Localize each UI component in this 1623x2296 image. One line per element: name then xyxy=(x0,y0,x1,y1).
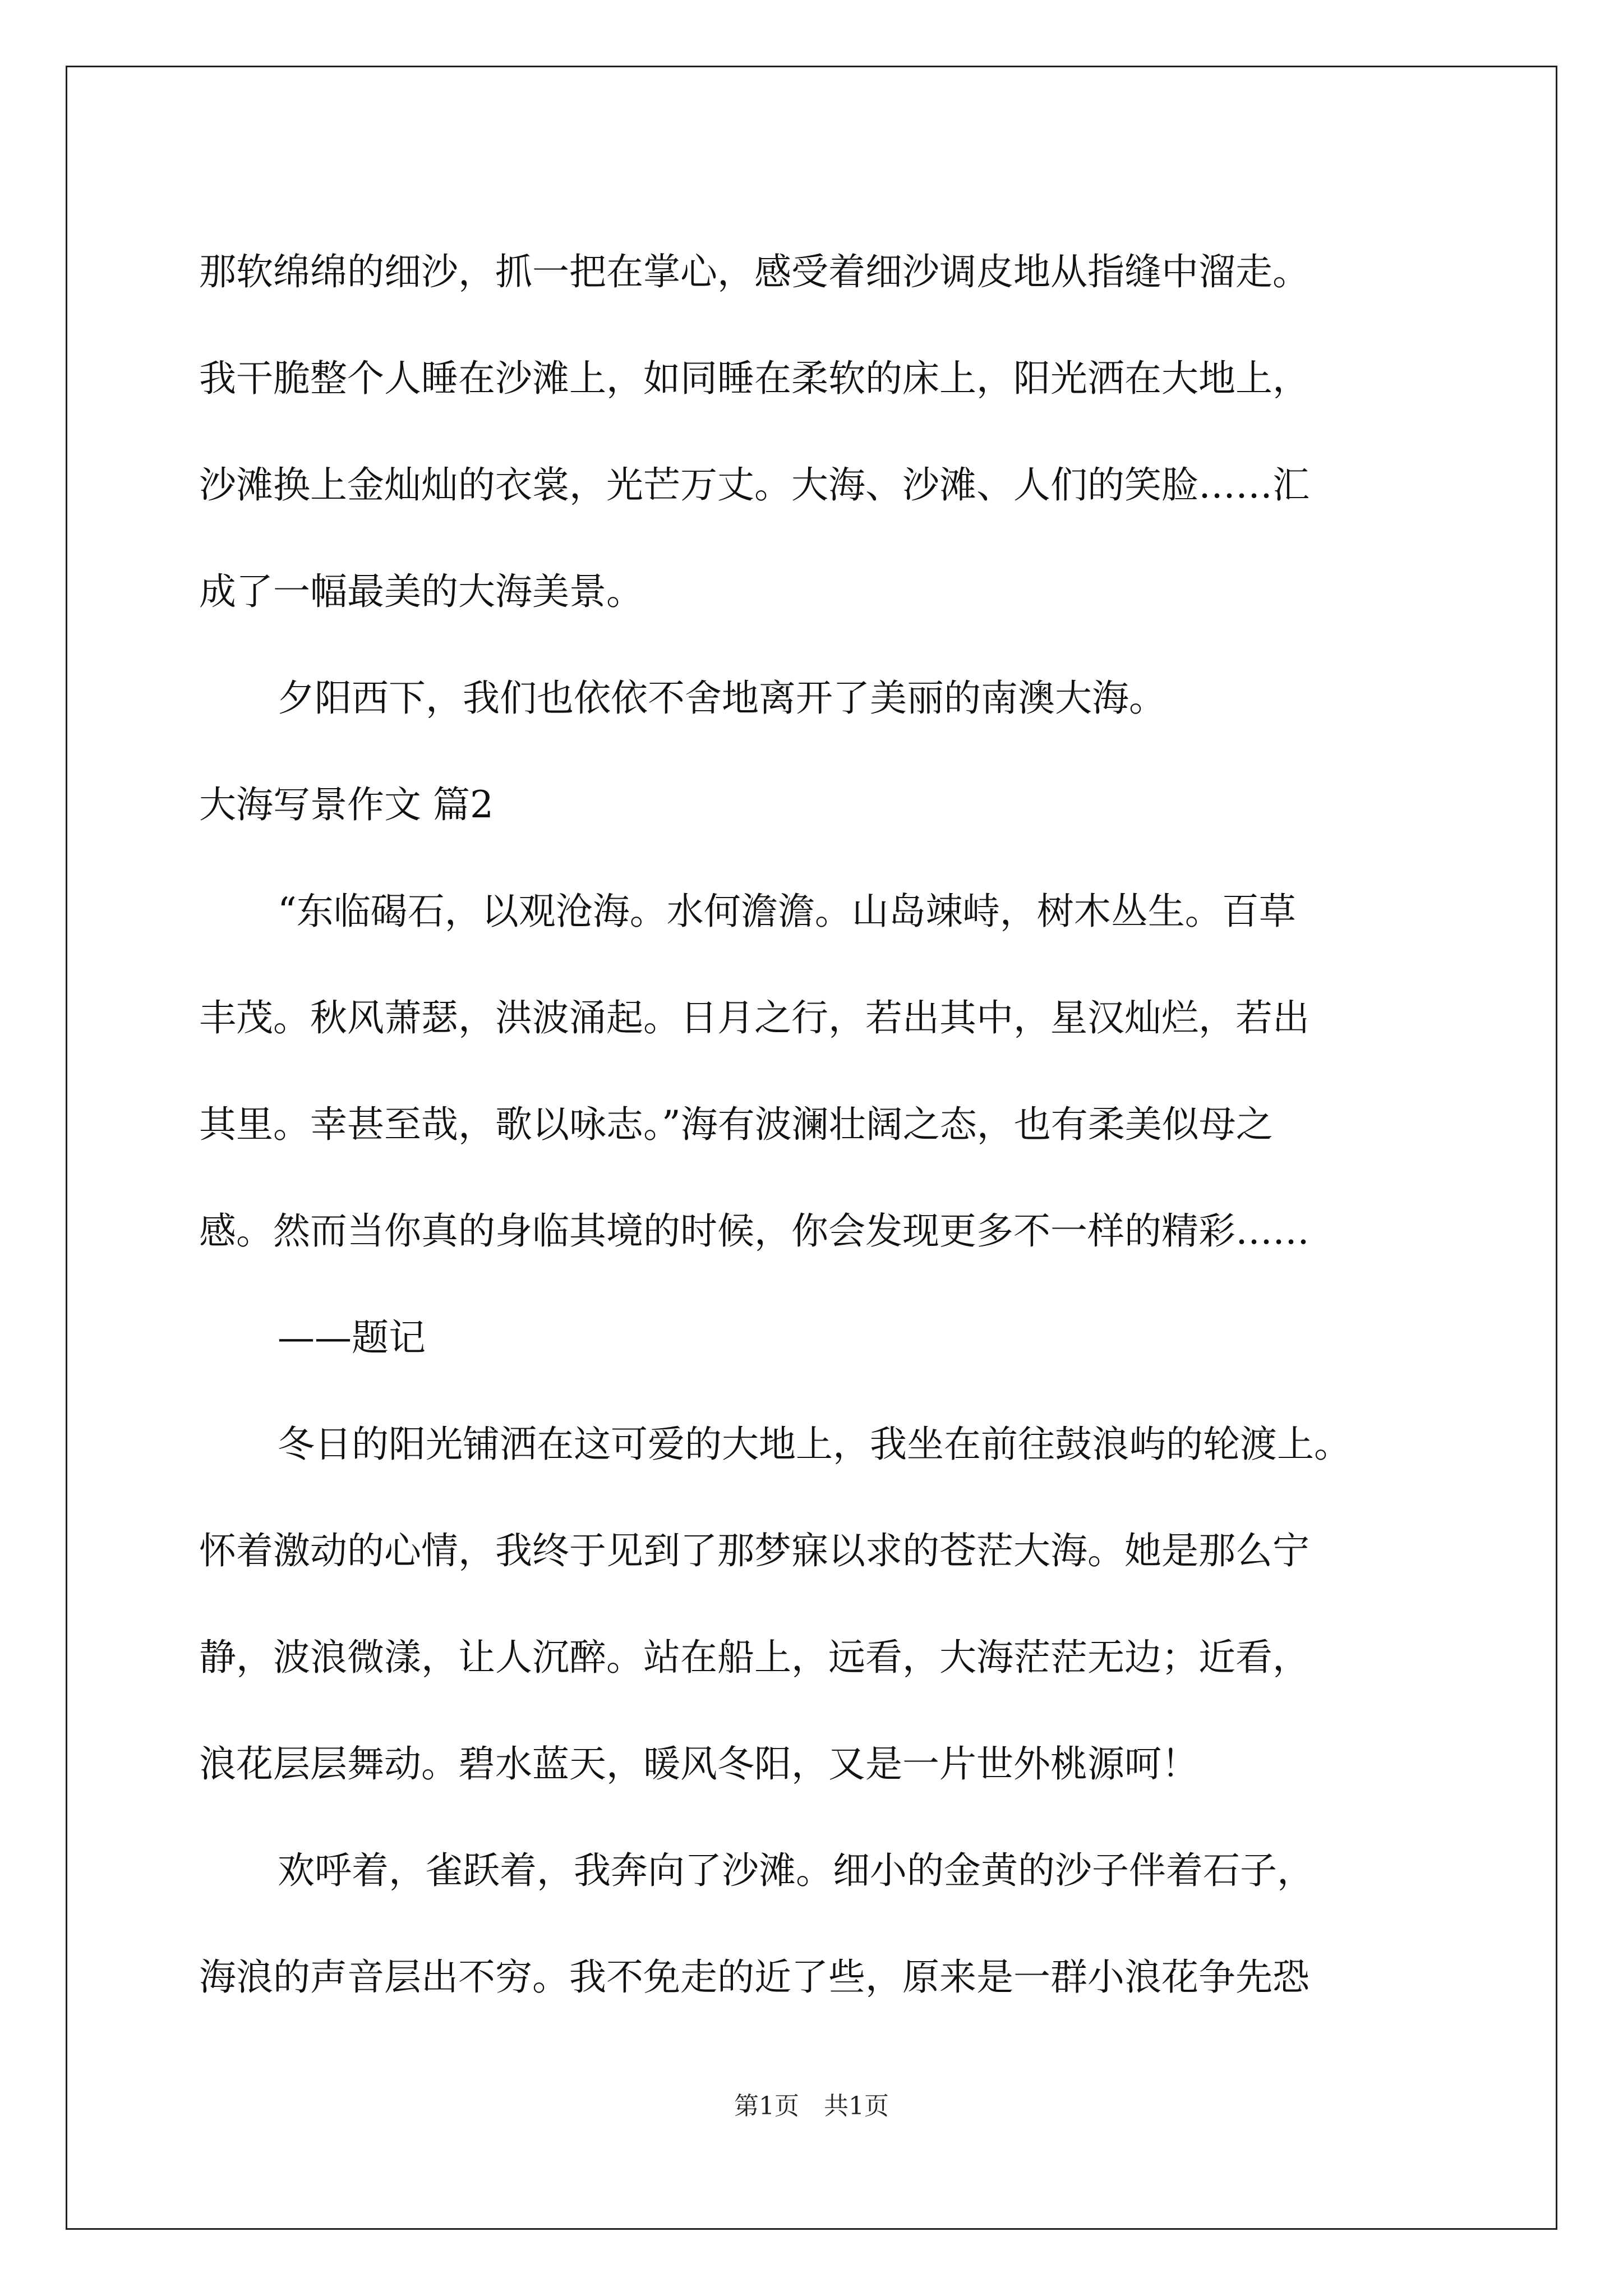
text-line-4: 成了一幅最美的大海美景。 xyxy=(199,570,643,613)
document-body xyxy=(199,219,1450,2031)
text-line-5: 夕阳西下，我们也依依不舍地离开了美丽的南澳大海。 xyxy=(278,677,1166,720)
text-line-13: 怀着激动的心情，我终于见到了那梦寐以求的苍茫大海。她是那么宁 xyxy=(199,1529,1310,1572)
text-line-7: “东临碣石，以观沧海。水何澹澹。山岛竦峙，树木丛生。百草 xyxy=(278,890,1296,933)
text-line-17: 海浪的声音层出不穷。我不免走的近了些，原来是一群小浪花争先恐 xyxy=(199,1955,1310,1999)
page-number-footer: 第1页 共1页 xyxy=(734,2092,889,2120)
text-line-2: 我干脆整个人睡在沙滩上，如同睡在柔软的床上，阳光洒在大地上， xyxy=(199,357,1310,400)
text-line-1: 那软绵绵的细沙，抓一把在掌心，感受着细沙调皮地从指缝中溜走。 xyxy=(199,250,1310,293)
text-line-9: 其里。幸甚至哉，歌以咏志。”海有波澜壮阔之态，也有柔美似母之 xyxy=(199,1103,1273,1146)
section-heading: 大海写景作文 篇2 xyxy=(199,783,494,826)
epigraph-attribution: ——题记 xyxy=(278,1316,426,1359)
text-line-12: 冬日的阳光铺洒在这可爱的大地上，我坐在前往鼓浪屿的轮渡上。 xyxy=(278,1423,1351,1466)
text-line-10: 感。然而当你真的身临其境的时候，你会发现更多不一样的精彩…… xyxy=(199,1209,1310,1253)
text-line-14: 静，波浪微漾，让人沉醉。站在船上，远看，大海茫茫无边；近看， xyxy=(199,1636,1310,1679)
text-line-8: 丰茂。秋风萧瑟，洪波涌起。日月之行，若出其中，星汉灿烂，若出 xyxy=(199,996,1310,1039)
text-line-15: 浪花层层舞动。碧水蓝天，暖风冬阳，又是一片世外桃源呵！ xyxy=(199,1742,1198,1786)
text-line-3: 沙滩换上金灿灿的衣裳，光芒万丈。大海、沙滩、人们的笑脸……汇 xyxy=(199,463,1310,507)
text-line-16: 欢呼着，雀跃着，我奔向了沙滩。细小的金黄的沙子伴着石子， xyxy=(278,1849,1314,1892)
